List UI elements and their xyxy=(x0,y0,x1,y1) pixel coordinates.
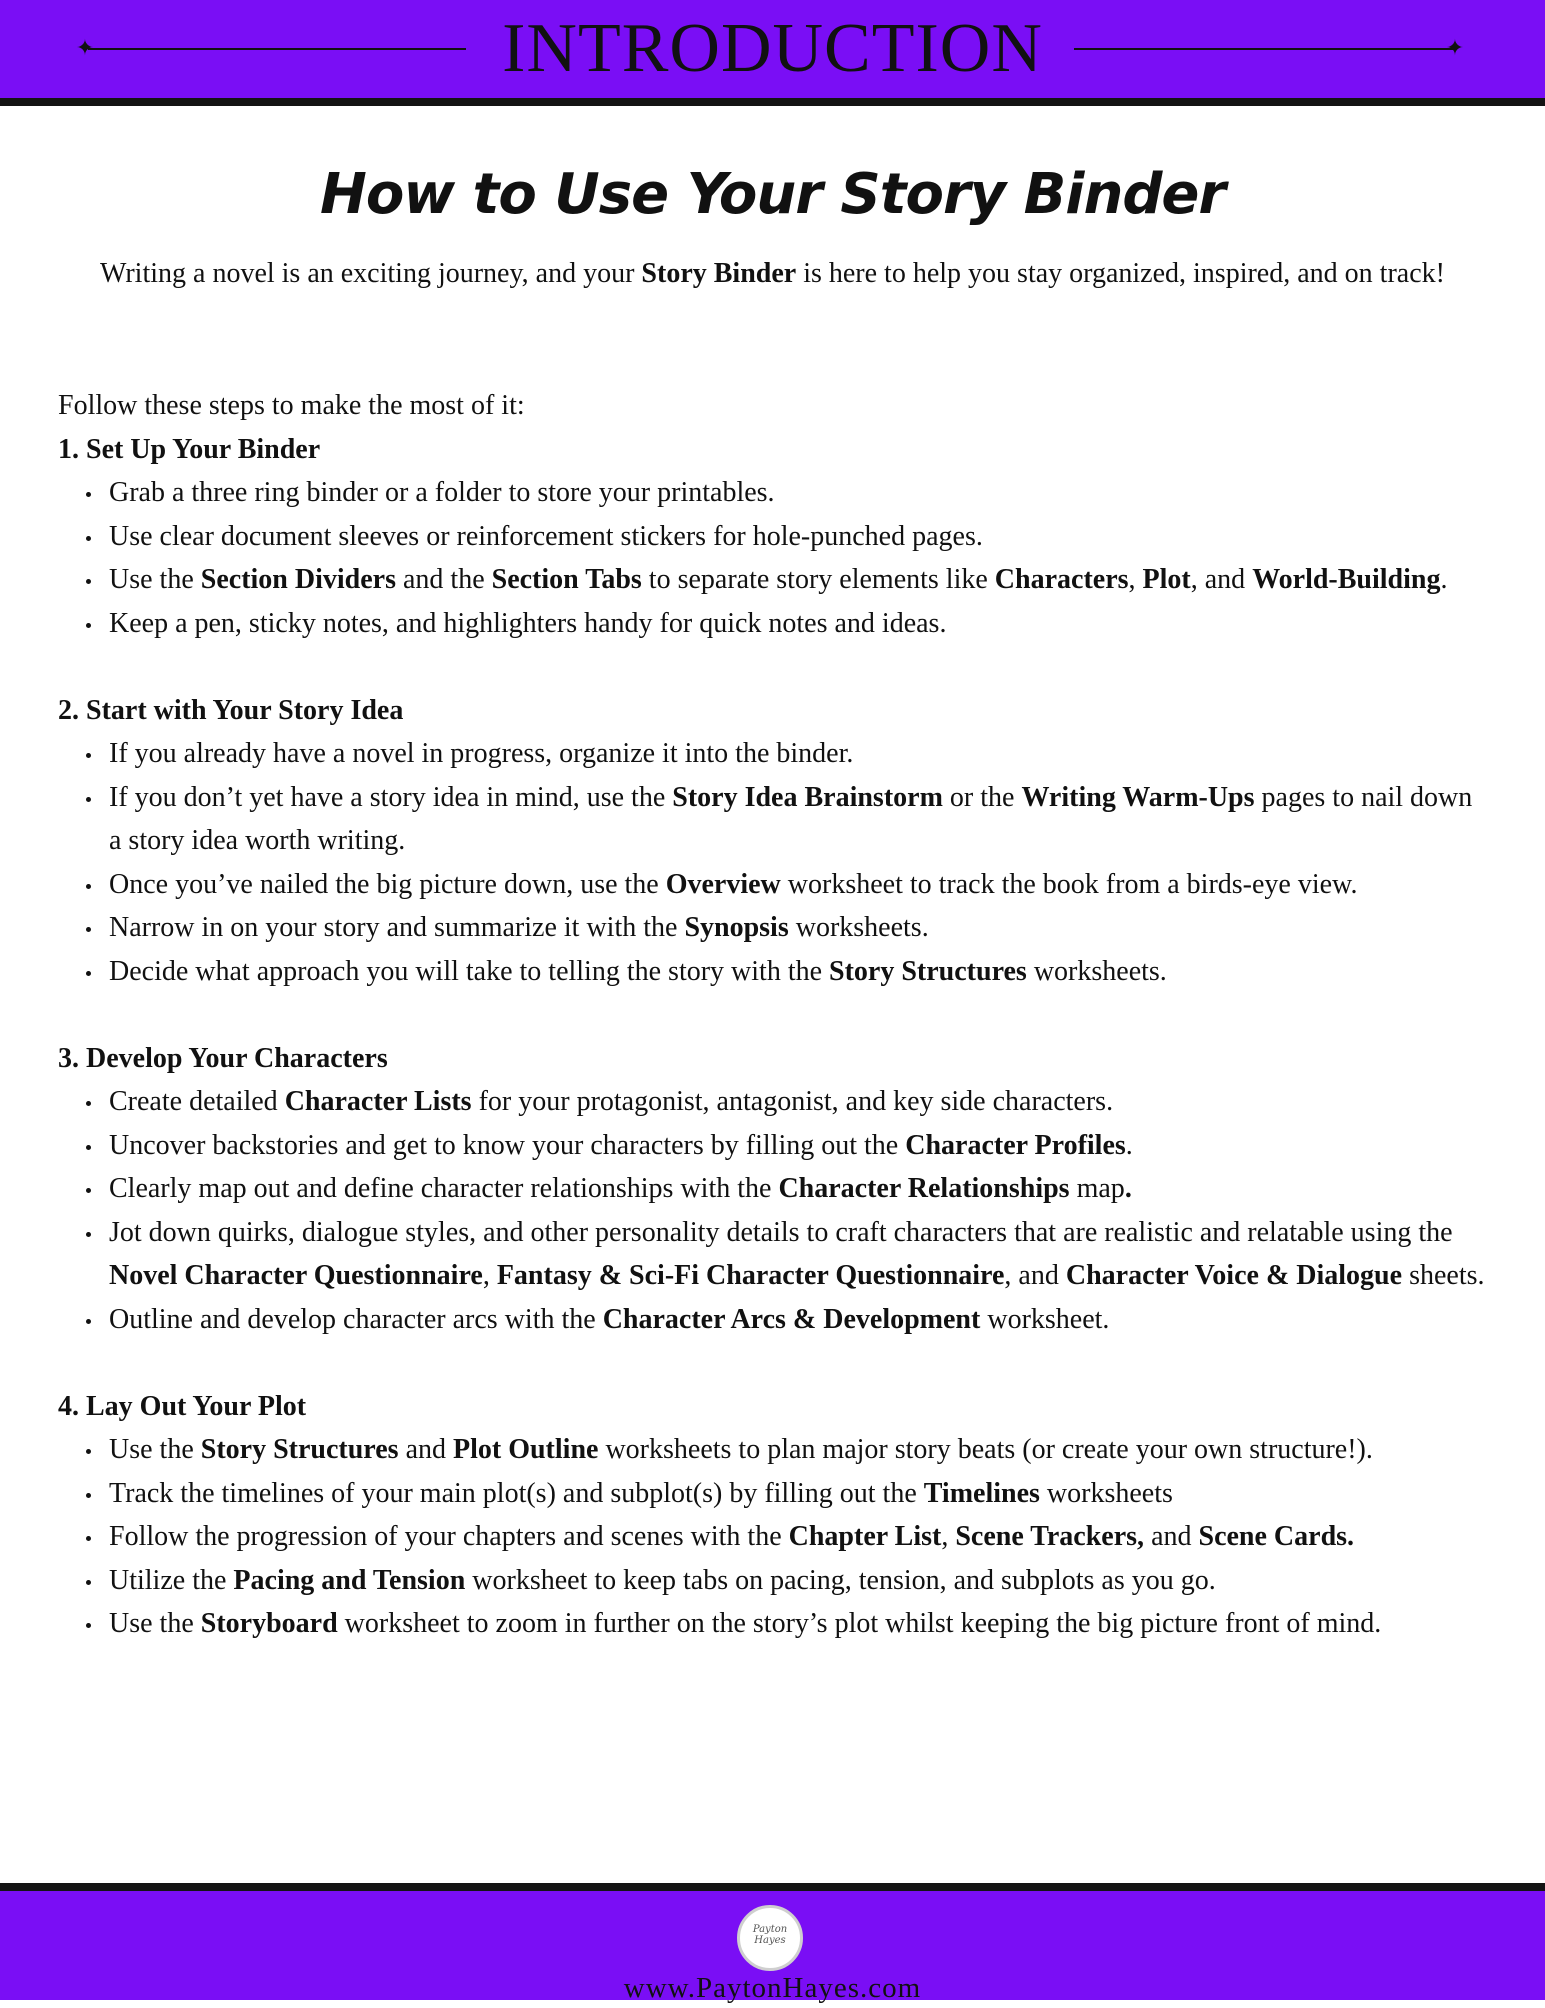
text-run: Keep a pen, sticky notes, and highlighters handy for quick notes and ideas. xyxy=(109,607,947,639)
list-item xyxy=(109,1515,1488,1559)
bold-term: World-Building xyxy=(1252,564,1441,595)
section-heading: 2. Start with Your Story Idea xyxy=(58,694,404,726)
bold-term: Story Binder xyxy=(641,258,797,289)
text-run: Follow the progression of your chapters and scenes with the xyxy=(109,1521,789,1552)
list-item xyxy=(109,515,1488,559)
bold-term: Character Lists xyxy=(284,1086,472,1117)
footer-website-link[interactable]: www.PaytonHayes.com xyxy=(623,1972,922,2004)
section-gap xyxy=(58,1341,1488,1385)
text-run: worksheets. xyxy=(788,912,929,943)
text-run: Uncover backstories and get to know your characters by filling out the xyxy=(109,1129,906,1161)
bold-term: Storyboard xyxy=(200,1608,338,1639)
list-item xyxy=(109,558,1488,602)
intro-paragraph xyxy=(60,252,1485,295)
text-run: , xyxy=(941,1521,956,1552)
bullet-list xyxy=(58,1080,1488,1341)
text-run: map xyxy=(1069,1173,1125,1204)
list-item xyxy=(109,1298,1488,1342)
sparkle-icon: ✦ xyxy=(75,36,95,61)
section-heading: 1. Set Up Your Binder xyxy=(58,433,321,465)
text-run: and xyxy=(398,1434,453,1465)
text-run: Clearly map out and define character relationships with the xyxy=(109,1173,779,1204)
sparkle-icon: ✦ xyxy=(1445,36,1465,61)
text-run: Use the xyxy=(109,1608,201,1639)
section-heading: 3. Develop Your Characters xyxy=(58,1042,388,1074)
text-run: Utilize the xyxy=(109,1564,234,1596)
text-run: . xyxy=(1440,564,1448,595)
text-run: Once you’ve nailed the big picture down, use the xyxy=(109,868,666,900)
page-title: How to Use Your Story Binder xyxy=(320,162,1225,227)
list-item xyxy=(109,732,1488,776)
text-run: , and xyxy=(1004,1260,1066,1291)
text-run: worksheet to zoom in further on the story’s plot whilst keeping the big picture front of mind. xyxy=(337,1608,1382,1639)
text-run: Use the xyxy=(109,1434,201,1465)
text-run: worksheet to track the book from a birds-eye view. xyxy=(780,868,1358,900)
text-run: worksheet. xyxy=(980,1303,1110,1335)
text-run: Jot down quirks, dialogue styles, and other personality details to craft characters that are realistic and relatable using the xyxy=(109,1216,1453,1248)
text-run: Writing a novel is an exciting journey, and your xyxy=(100,258,642,289)
bullet-list xyxy=(58,1428,1488,1646)
text-run: Create detailed xyxy=(109,1086,285,1117)
bold-term: Story Structures xyxy=(200,1434,399,1465)
bold-term: Timelines xyxy=(923,1477,1040,1509)
bold-term: Chapter List xyxy=(788,1521,942,1552)
list-item xyxy=(109,776,1488,863)
text-run: worksheets xyxy=(1039,1477,1173,1509)
list-item xyxy=(109,1124,1488,1168)
text-run: worksheets. xyxy=(1026,955,1167,987)
list-item xyxy=(109,863,1488,907)
list-item xyxy=(109,950,1488,994)
bold-term: Fantasy & Sci-Fi Character Questionnaire xyxy=(496,1260,1005,1291)
text-run: sheets. xyxy=(1402,1260,1485,1291)
list-item xyxy=(109,1559,1488,1603)
text-run: Grab a three ring binder or a folder to store your printables. xyxy=(109,477,775,508)
list-item xyxy=(109,602,1488,646)
footer-divider xyxy=(0,1883,1545,1891)
bold-term: Characters xyxy=(994,564,1129,595)
bold-term: Novel Character Questionnaire xyxy=(109,1260,483,1291)
bold-term: Pacing and Tension xyxy=(233,1564,466,1596)
bold-term: Plot xyxy=(1142,564,1191,595)
list-item xyxy=(109,1472,1488,1516)
bold-term: Character Voice & Dialogue xyxy=(1065,1260,1403,1291)
text-run: Use the xyxy=(109,564,201,595)
text-run: to separate story elements like xyxy=(641,564,995,595)
list-item xyxy=(109,1602,1488,1646)
bullet-list xyxy=(58,732,1488,993)
text-run: Outline and develop character arcs with the xyxy=(109,1303,603,1335)
section-gap xyxy=(58,993,1488,1037)
steps-list xyxy=(58,428,1488,1646)
bold-term: Plot Outline xyxy=(453,1434,599,1465)
bold-term: Character Profiles xyxy=(905,1129,1126,1161)
text-run: worksheet to keep tabs on pacing, tension, and subplots as you go. xyxy=(465,1564,1216,1596)
text-run: for your protagonist, antagonist, and key side characters. xyxy=(471,1086,1114,1117)
bold-term: Story Idea Brainstorm xyxy=(672,781,943,813)
list-item xyxy=(109,1167,1488,1211)
bold-term: Scene Cards. xyxy=(1198,1521,1355,1552)
text-run: worksheets to plan major story beats (or create your own structure!). xyxy=(598,1434,1373,1465)
section-header-title: INTRODUCTION xyxy=(502,10,1043,87)
bold-term: Writing Warm-Ups xyxy=(1021,781,1255,813)
text-run: Use clear document sleeves or reinforcement stickers for hole-punched pages. xyxy=(109,520,983,552)
bold-term: Overview xyxy=(665,868,781,900)
text-run: pages to nail down a story idea worth writing. xyxy=(109,781,1473,856)
text-run: If you don’t yet have a story idea in mind, use the xyxy=(109,781,673,813)
text-run: , xyxy=(482,1260,497,1291)
header-divider xyxy=(0,98,1545,106)
bullet-list xyxy=(58,471,1488,645)
bold-term: . xyxy=(1124,1173,1132,1204)
section-gap xyxy=(58,645,1488,689)
list-item xyxy=(109,1080,1488,1124)
bold-term: Section Tabs xyxy=(491,564,642,595)
text-run: and xyxy=(1144,1521,1199,1552)
text-run: , xyxy=(1128,564,1143,595)
text-run: . xyxy=(1125,1129,1133,1161)
bold-term: Section Dividers xyxy=(200,564,396,595)
logo[interactable] xyxy=(737,1905,803,1971)
bold-term: Character Relationships xyxy=(778,1173,1070,1204)
bold-term: Scene Trackers, xyxy=(955,1521,1145,1552)
bold-term: Synopsis xyxy=(684,912,789,943)
steps-content xyxy=(58,384,1488,1646)
list-item xyxy=(109,1211,1488,1298)
text-run: Decide what approach you will take to telling the story with the xyxy=(109,955,830,987)
text-run: and the xyxy=(395,564,492,595)
list-item xyxy=(109,1428,1488,1472)
text-run: , and xyxy=(1190,564,1253,595)
text-run: or the xyxy=(942,781,1022,813)
bold-term: Character Arcs & Development xyxy=(602,1303,981,1335)
logo-text: Payton Hayes xyxy=(752,1924,788,1946)
section-heading: 4. Lay Out Your Plot xyxy=(58,1390,307,1422)
bold-term: Story Structures xyxy=(829,955,1027,987)
list-item xyxy=(109,471,1488,515)
lead-text: Follow these steps to make the most of it: xyxy=(58,390,525,421)
text-run: If you already have a novel in progress, organize it into the binder. xyxy=(109,738,854,769)
text-run: Narrow in on your story and summarize it with the xyxy=(109,912,685,943)
text-run: is here to help you stay organized, inspired, and on track! xyxy=(796,258,1445,289)
text-run: Track the timelines of your main plot(s) and subplot(s) by filling out the xyxy=(109,1477,924,1509)
list-item xyxy=(109,906,1488,950)
